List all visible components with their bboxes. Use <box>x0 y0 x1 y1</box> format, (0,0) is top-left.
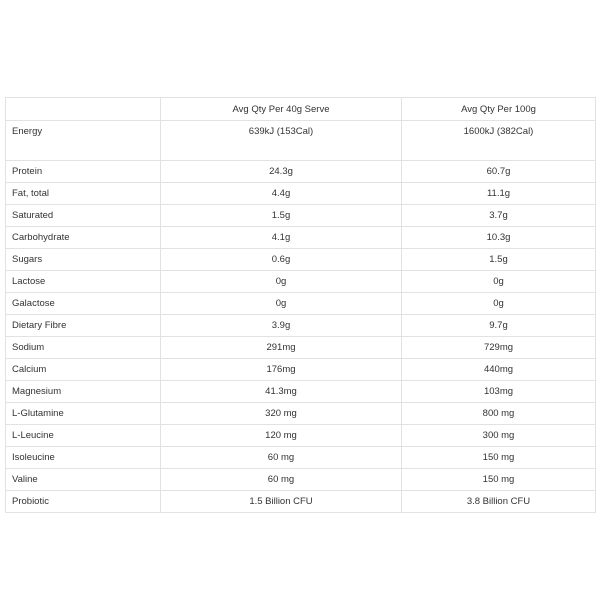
per-100g-value-cell: 0g <box>402 271 596 293</box>
nutrient-name-cell: Energy <box>6 121 161 161</box>
per-100g-value-cell: 1.5g <box>402 249 596 271</box>
per-serve-value-cell: 4.1g <box>161 227 402 249</box>
per-100g-value-cell: 800 mg <box>402 403 596 425</box>
per-serve-value-cell: 24.3g <box>161 161 402 183</box>
nutrient-name-cell: Isoleucine <box>6 447 161 469</box>
header-per-100g: Avg Qty Per 100g <box>402 98 596 121</box>
table-row <box>6 293 596 315</box>
table-row <box>6 359 596 381</box>
header-nutrient <box>6 98 161 121</box>
nutrient-name-cell: Sugars <box>6 249 161 271</box>
table-row <box>6 337 596 359</box>
nutrient-name-cell: Protein <box>6 161 161 183</box>
nutrient-name-cell: Fat, total <box>6 183 161 205</box>
per-100g-value-cell: 1600kJ (382Cal) <box>402 121 596 161</box>
table-row <box>6 315 596 337</box>
nutrient-name-cell: Sodium <box>6 337 161 359</box>
table-row <box>6 491 596 513</box>
table-row <box>6 271 596 293</box>
per-100g-value-cell: 0g <box>402 293 596 315</box>
table-row <box>6 469 596 491</box>
per-serve-value-cell: 320 mg <box>161 403 402 425</box>
nutrient-name-cell: Saturated <box>6 205 161 227</box>
table-row <box>6 425 596 447</box>
table-row <box>6 121 596 161</box>
table-row <box>6 183 596 205</box>
nutrition-table-container <box>5 97 595 513</box>
per-serve-value-cell: 1.5g <box>161 205 402 227</box>
table-row <box>6 205 596 227</box>
per-serve-value-cell: 60 mg <box>161 447 402 469</box>
per-100g-value-cell: 150 mg <box>402 469 596 491</box>
per-serve-value-cell: 60 mg <box>161 469 402 491</box>
table-row <box>6 447 596 469</box>
per-100g-value-cell: 11.1g <box>402 183 596 205</box>
nutrient-name-cell: Dietary Fibre <box>6 315 161 337</box>
per-serve-value-cell: 41.3mg <box>161 381 402 403</box>
per-serve-value-cell: 0.6g <box>161 249 402 271</box>
per-serve-value-cell: 176mg <box>161 359 402 381</box>
per-serve-value-cell: 3.9g <box>161 315 402 337</box>
nutrient-name-cell: Probiotic <box>6 491 161 513</box>
header-per-serve: Avg Qty Per 40g Serve <box>161 98 402 121</box>
per-100g-value-cell: 3.7g <box>402 205 596 227</box>
nutrient-name-cell: Carbohydrate <box>6 227 161 249</box>
per-100g-value-cell: 150 mg <box>402 447 596 469</box>
table-row <box>6 227 596 249</box>
table-row <box>6 381 596 403</box>
nutrient-name-cell: Calcium <box>6 359 161 381</box>
per-serve-value-cell: 0g <box>161 271 402 293</box>
per-serve-value-cell: 120 mg <box>161 425 402 447</box>
nutrient-name-cell: Lactose <box>6 271 161 293</box>
table-row <box>6 403 596 425</box>
per-serve-value-cell: 0g <box>161 293 402 315</box>
per-100g-value-cell: 3.8 Billion CFU <box>402 491 596 513</box>
per-serve-value-cell: 4.4g <box>161 183 402 205</box>
per-100g-value-cell: 300 mg <box>402 425 596 447</box>
nutrient-name-cell: L-Glutamine <box>6 403 161 425</box>
table-row <box>6 161 596 183</box>
per-serve-value-cell: 1.5 Billion CFU <box>161 491 402 513</box>
nutrition-table <box>5 97 596 513</box>
per-100g-value-cell: 103mg <box>402 381 596 403</box>
nutrient-name-cell: Magnesium <box>6 381 161 403</box>
per-100g-value-cell: 60.7g <box>402 161 596 183</box>
per-serve-value-cell: 639kJ (153Cal) <box>161 121 402 161</box>
per-100g-value-cell: 440mg <box>402 359 596 381</box>
table-row <box>6 249 596 271</box>
per-100g-value-cell: 10.3g <box>402 227 596 249</box>
per-serve-value-cell: 291mg <box>161 337 402 359</box>
nutrient-name-cell: L-Leucine <box>6 425 161 447</box>
per-100g-value-cell: 9.7g <box>402 315 596 337</box>
nutrient-name-cell: Galactose <box>6 293 161 315</box>
nutrient-name-cell: Valine <box>6 469 161 491</box>
table-header-row <box>6 98 596 121</box>
table-body <box>6 121 596 513</box>
per-100g-value-cell: 729mg <box>402 337 596 359</box>
